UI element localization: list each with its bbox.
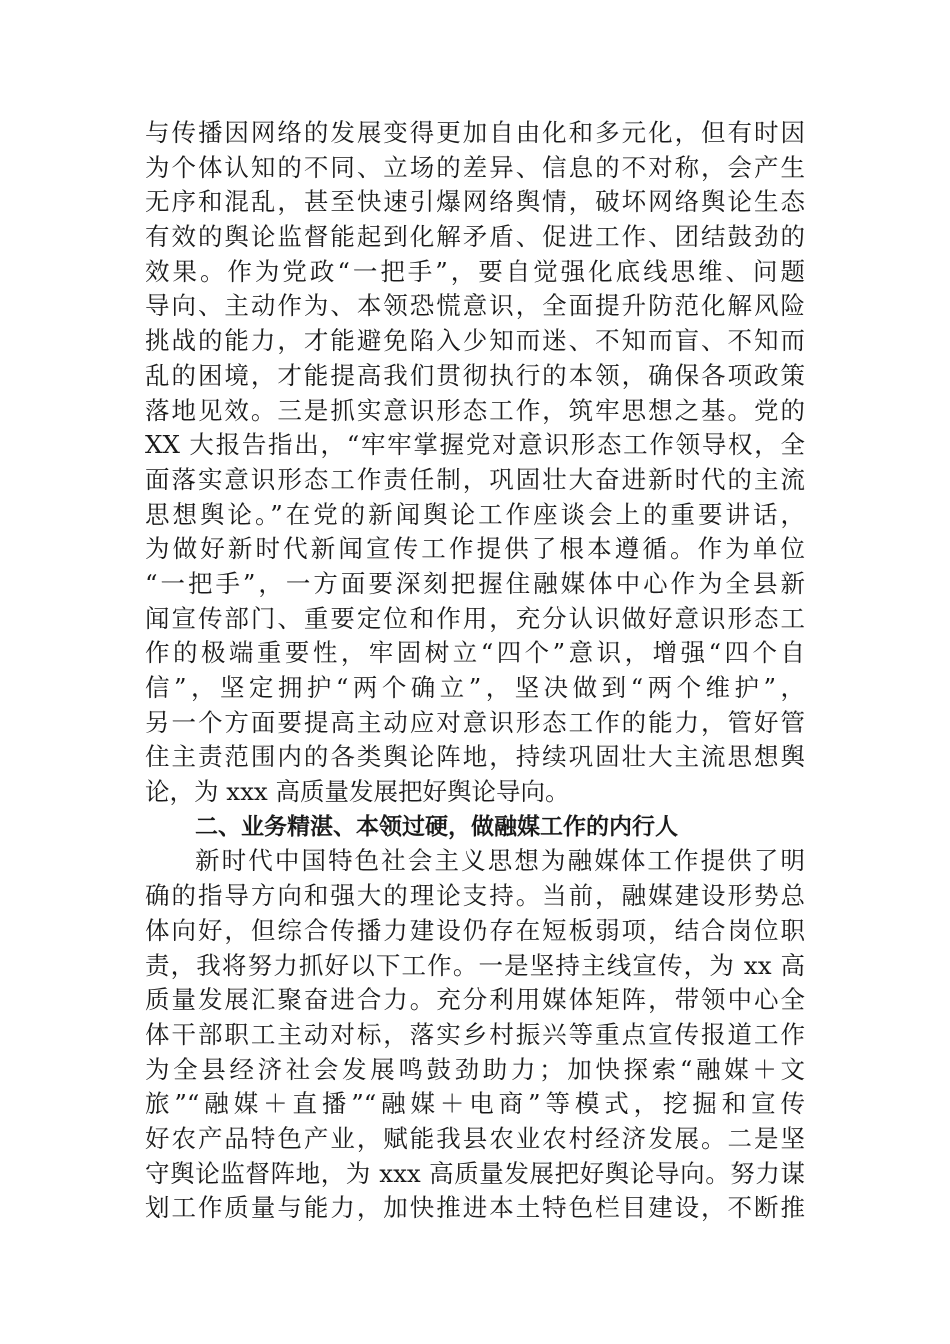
text-line: 住主责范围内的各类舆论阵地，持续巩固壮大主流思想舆	[145, 742, 805, 772]
text-line: 守舆论监督阵地，为 xxx 高质量发展把好舆论导向。努力谋	[145, 1158, 805, 1188]
text-line: 体干部职工主动对标，落实乡村振兴等重点宣传报道工作	[145, 1019, 805, 1049]
text-line: 另一个方面要提高主动应对意识形态工作的能力，管好管	[145, 707, 805, 737]
text-line: 导向、主动作为、本领恐慌意识，全面提升防范化解风险	[145, 291, 805, 321]
text-line: 体向好，但综合传播力建设仍存在短板弱项，结合岗位职	[145, 915, 805, 945]
text-line: 乱的困境，才能提高我们贯彻执行的本领，确保各项政策	[145, 360, 805, 390]
text-line: 有效的舆论监督能起到化解矛盾、促进工作、团结鼓劲的	[145, 222, 805, 252]
text-line: 划工作质量与能力，加快推进本土特色栏目建设，不断推	[145, 1193, 805, 1223]
text-line: 信”，坚定拥护“两个确立”，坚决做到“两个维护”，	[145, 673, 805, 702]
text-line: 作的极端重要性，牢固树立“四个”意识，增强“四个自	[145, 638, 805, 668]
text-line: 闻宣传部门、重要定位和作用，充分认识做好意识形态工	[145, 603, 805, 633]
text-line: 为全县经济社会发展鸣鼓劲助力；加快探索“融媒＋文	[145, 1054, 805, 1084]
text-line: 为做好新时代新闻宣传工作提供了根本遵循。作为单位	[145, 534, 805, 564]
text-line: 论，为 xxx 高质量发展把好舆论导向。	[145, 777, 570, 807]
text-line: “一把手”，一方面要深刻把握住融媒体中心作为全县新	[145, 568, 805, 598]
text-line: 挑战的能力，才能避免陷入少知而迷、不知而盲、不知而	[145, 326, 805, 356]
text-line: 思想舆论。”在党的新闻舆论工作座谈会上的重要讲话，	[145, 499, 805, 529]
text-line: 无序和混乱，甚至快速引爆网络舆情，破坏网络舆论生态	[145, 187, 805, 217]
text-line: 落地见效。三是抓实意识形态工作，筑牢思想之基。党的	[145, 395, 805, 425]
text-line: 责，我将努力抓好以下工作。一是坚持主线宣传，为 xx 高	[145, 950, 805, 980]
text-line: 新时代中国特色社会主义思想为融媒体工作提供了明	[195, 846, 805, 876]
section-heading: 二、业务精湛、本领过硬，做融媒工作的内行人	[195, 813, 678, 840]
text-line: 确的指导方向和强大的理论支持。当前，融媒建设形势总	[145, 881, 805, 911]
text-line: 好农产品特色产业，赋能我县农业农村经济发展。二是坚	[145, 1123, 805, 1153]
text-line: 为个体认知的不同、立场的差异、信息的不对称，会产生	[145, 152, 805, 182]
document-page	[145, 116, 805, 1226]
text-line: XX 大报告指出，“牢牢掌握党对意识形态工作领导权，全	[145, 430, 805, 460]
text-line: 效果。作为党政“一把手”，要自觉强化底线思维、问题	[145, 256, 805, 286]
text-line: 面落实意识形态工作责任制，巩固壮大奋进新时代的主流	[145, 464, 805, 494]
text-line: 质量发展汇聚奋进合力。充分利用媒体矩阵，带领中心全	[145, 985, 805, 1015]
text-line: 与传播因网络的发展变得更加自由化和多元化，但有时因	[145, 118, 805, 147]
text-line: 旅”“融媒＋直播”“融媒＋电商”等模式，挖掘和宣传	[145, 1089, 805, 1119]
